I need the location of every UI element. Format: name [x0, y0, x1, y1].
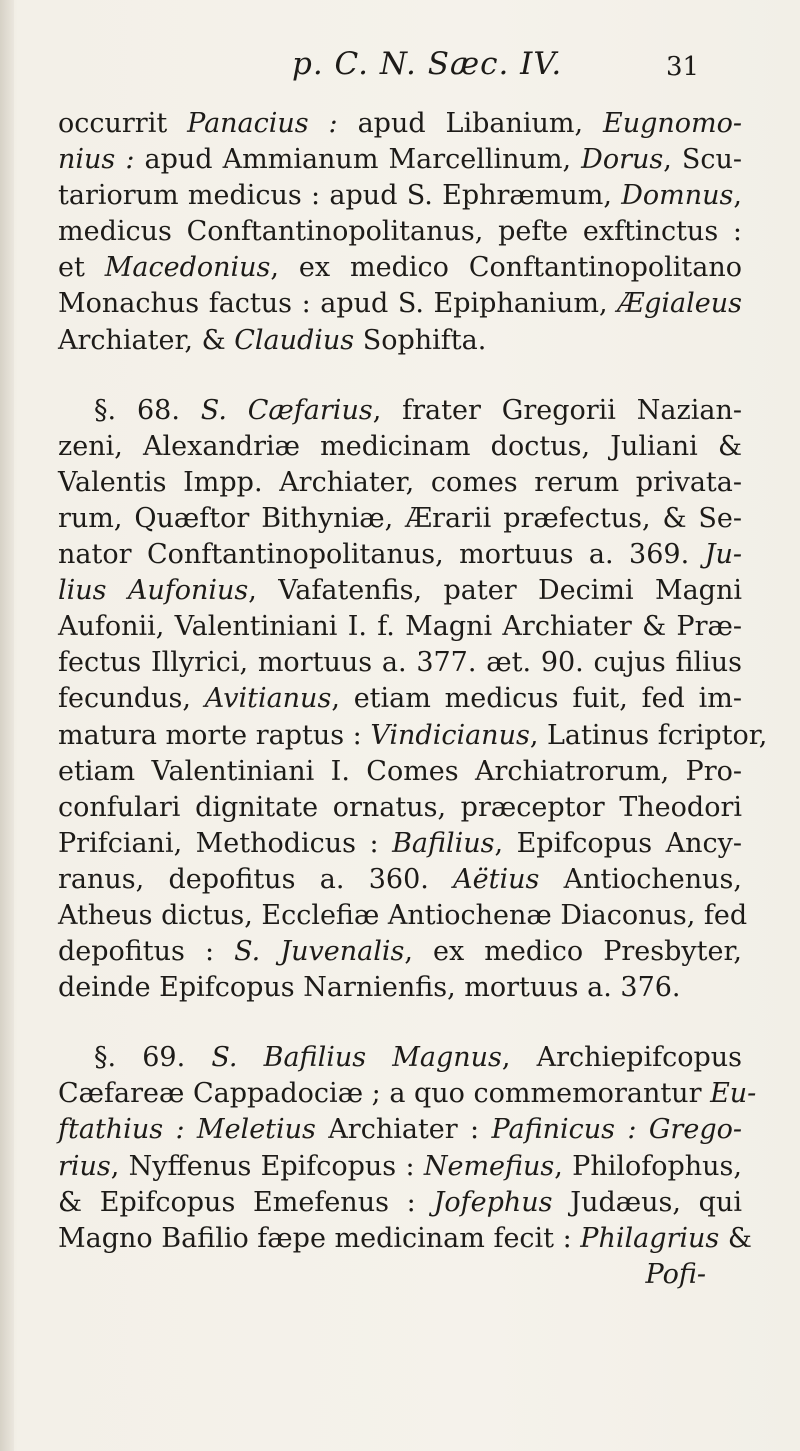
text-run: Antiochenus, [539, 863, 742, 895]
italic-name: Eu- [710, 1078, 757, 1110]
italic-name: Avitianus [204, 683, 332, 715]
text-line [58, 790, 742, 826]
italic-name: S. Cæfarius [200, 394, 373, 426]
text-run: & [719, 1222, 752, 1254]
italic-name: Vindicianus [370, 719, 530, 751]
italic-name: Dorus [581, 144, 664, 176]
text-run: apud Ammianum Marcellinum, [134, 144, 582, 176]
text-run: apud Libanium, [337, 108, 603, 139]
text-run: fecundus, [58, 683, 205, 715]
text-run: , Scu- [663, 144, 743, 176]
text-run: Monachus factus : apud S. Epiphanium, [58, 288, 618, 320]
italic-name: Nemefius [423, 1150, 555, 1182]
italic-name: Jofephus [433, 1186, 553, 1218]
italic-name: Macedonius [104, 252, 271, 284]
running-head: p. C. N. Sæc. IV. [292, 46, 563, 82]
text-line [58, 250, 742, 286]
text-run: Archiater, & [58, 324, 235, 356]
catchword [58, 1257, 742, 1293]
text-line [58, 862, 742, 898]
text-run: fectus Illyrici, mortuus a. 377. æt. 90. cujus filius [58, 647, 742, 679]
text-run: Cæfareæ Cappadociæ ; a quo commemorantur [58, 1078, 711, 1110]
italic-name: Ju- [704, 539, 742, 571]
text-run: , Philofophus, [554, 1150, 742, 1182]
italic-name: nius : [58, 144, 135, 176]
text-line [58, 1040, 742, 1076]
italic-name: S. Bafilius Magnus [211, 1042, 502, 1074]
text-run: Atheus dictus, Ecclefiæ Antiochenæ Diaconus, fed [58, 899, 748, 931]
text-run: , Archiepifcopus [501, 1042, 742, 1074]
text-line [58, 142, 742, 178]
text-line [58, 214, 742, 250]
text-run: §. 68. [94, 394, 201, 426]
text-line [58, 1185, 742, 1221]
italic-name: Claudius [234, 324, 355, 356]
italic-name: Pafinicus : Grego- [491, 1114, 742, 1146]
text-line [58, 718, 768, 754]
text-line [58, 898, 748, 934]
text-line [58, 465, 742, 501]
text-run: , Nyffenus Epifcopus : [110, 1150, 424, 1182]
paragraph-gap [58, 359, 742, 393]
text-run: , ex medico Conftantinopolitano [270, 252, 742, 284]
text-run: deinde Epifcopus Narnienfis, mortuus a. 376. [58, 972, 681, 1004]
text-line [58, 429, 742, 465]
text-line [58, 573, 742, 609]
text-run: et [58, 252, 105, 284]
text-run: depofitus : [58, 936, 235, 968]
text-run: , ex medico Presbyter, [404, 936, 742, 968]
text-run: zeni, Alexandriæ medicinam doctus, Juliani & [58, 430, 742, 462]
text-run: , Latinus fcriptor, [529, 719, 768, 751]
text-run: confulari dignitate ornatus, præceptor Theodori [58, 791, 742, 823]
text-run: Prifciani, Methodicus : [58, 827, 393, 859]
text-run: etiam Valentiniani I. Comes Archiatrorum, Pro- [58, 755, 742, 787]
text-line [58, 178, 742, 214]
italic-name: Aëtius [453, 863, 540, 895]
text-line [58, 826, 742, 862]
text-run: Archiater : [315, 1114, 492, 1146]
text-line [58, 970, 742, 1006]
italic-name: ftathius : Meletius [58, 1114, 316, 1146]
paragraph-gap [58, 1006, 742, 1040]
text-run: Magno Bafilio fæpe medicinam fecit : [58, 1222, 581, 1254]
text-run: nator Conftantinopolitanus, mortuus a. 369. [58, 539, 705, 571]
text-line [58, 106, 742, 142]
text-line [58, 323, 742, 359]
italic-name: Philagrius [580, 1222, 720, 1254]
italic-name: rius [58, 1150, 111, 1182]
text-run: medicus Conftantinopolitanus, pefte exftinctus : [58, 216, 742, 248]
text-run: , frater Gregorii Nazian- [372, 394, 742, 426]
body-text [58, 106, 768, 1293]
text-run: , Epifcopus Ancy- [494, 827, 742, 859]
text-run: rum, Quæftor Bithyniæ, Ærarii præfectus, & Se- [58, 502, 742, 534]
text-line [58, 1076, 757, 1112]
text-line [58, 609, 742, 645]
binding-gutter [0, 0, 14, 1451]
text-run: , Vafatenfis, pater Decimi Magni [248, 575, 742, 607]
text-line [58, 1149, 742, 1185]
text-line [58, 286, 742, 322]
text-line [58, 1221, 752, 1257]
text-line [58, 645, 742, 681]
text-run: Valentis Impp. Archiater, comes rerum privata- [58, 466, 742, 498]
text-run: & Epifcopus Emefenus : [58, 1186, 434, 1218]
text-line [58, 681, 742, 717]
text-line [58, 393, 742, 429]
italic-name: Eugnomo- [602, 108, 742, 139]
text-run: Sophifta. [354, 324, 487, 356]
italic-name: Bafilius [392, 827, 495, 859]
text-run: tariorum medicus : apud S. Ephræmum, [58, 180, 622, 212]
page-number: 31 [666, 52, 700, 82]
italic-name: lius Aufonius [58, 575, 249, 607]
text-run: , [733, 180, 742, 212]
text-run: §. 69. [94, 1042, 212, 1074]
text-run: matura morte raptus : [58, 719, 371, 751]
text-line [58, 501, 742, 537]
text-run: Aufonii, Valentiniani I. f. Magni Archiater & Præ- [58, 611, 742, 643]
italic-name: Pofi- [645, 1258, 706, 1290]
page-header [0, 40, 800, 90]
text-line [58, 934, 742, 970]
italic-name: Ægialeus [617, 288, 742, 320]
text-run: ranus, depofitus a. 360. [58, 863, 454, 895]
italic-name: Domnus [621, 180, 734, 212]
text-line [58, 754, 742, 790]
italic-name: S. Juvenalis [234, 936, 405, 968]
text-run: , etiam medicus fuit, fed im- [331, 683, 742, 715]
text-run: Judæus, qui [552, 1186, 742, 1218]
italic-name: Panacius : [187, 108, 338, 139]
text-line [58, 1112, 742, 1148]
text-run: occurrit [58, 108, 188, 139]
text-line [58, 537, 742, 573]
